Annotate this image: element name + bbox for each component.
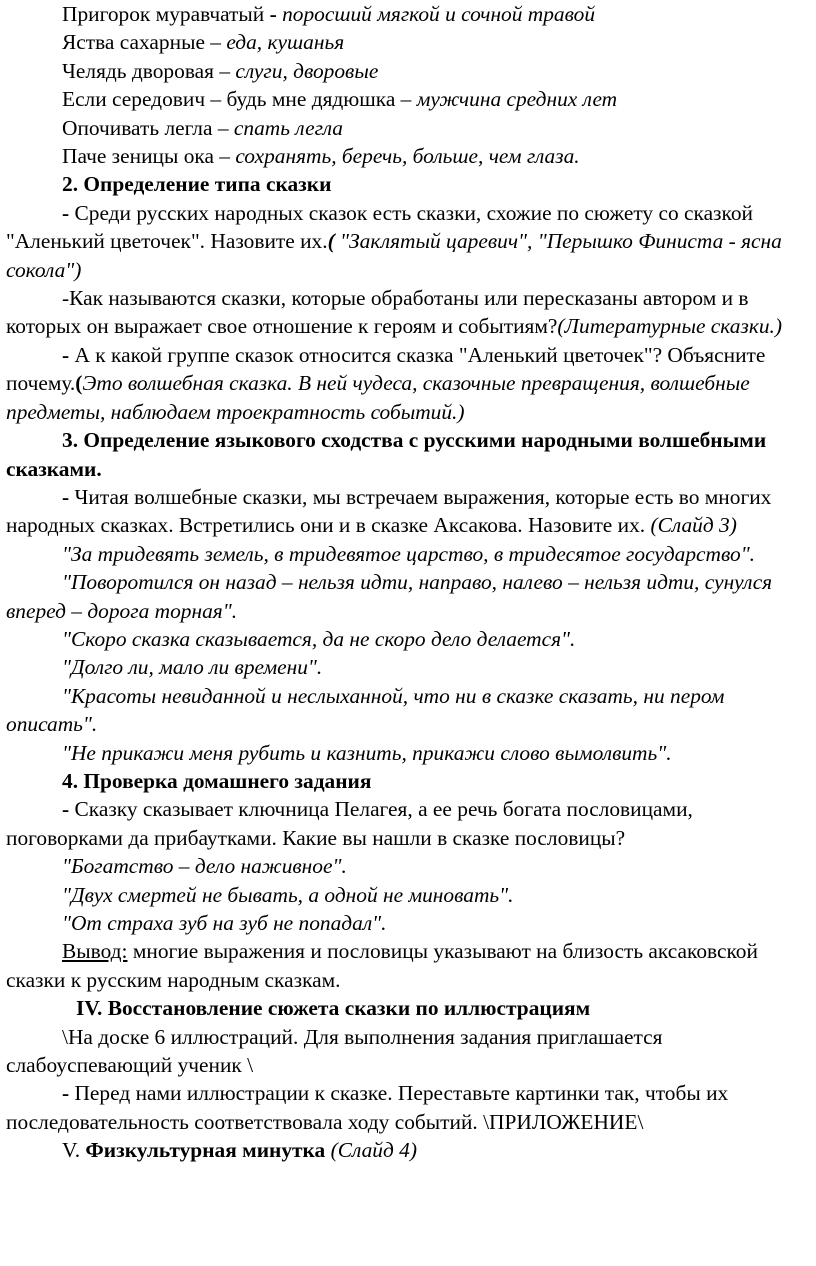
glossary-dash: - — [269, 2, 283, 26]
glossary-line — [6, 85, 810, 113]
question-paragraph — [6, 199, 810, 284]
glossary-line — [6, 0, 810, 28]
question-paragraph — [6, 795, 810, 852]
task-paragraph — [6, 1079, 810, 1136]
glossary-term: Если середович – будь мне дядюшка – — [62, 87, 417, 112]
glossary-meaning: еда, кушанья — [226, 30, 345, 55]
task-text: Перед нами иллюстрации к сказке. Переставьте картинки так, чтобы их последовательность соответствовала ходу событий. \ПРИЛОЖЕНИЕ\ — [6, 1081, 729, 1134]
quote-line: "Не прикажи меня рубить и казнить, прикажи слово вымолвить". — [62, 740, 672, 765]
glossary-meaning: слуги, дворовые — [235, 58, 379, 83]
answer-paren: ( — [75, 371, 83, 396]
glossary-term: Пригорок муравчатый — [62, 2, 270, 26]
glossary-line — [6, 57, 810, 85]
glossary-line — [6, 114, 810, 142]
section-heading: 2. Определение типа сказки — [62, 172, 332, 197]
quote-line: "Долго ли, мало ли времени". — [62, 655, 323, 680]
conclusion-paragraph — [6, 937, 810, 994]
task-dash: - — [62, 1081, 75, 1106]
section-number-dot: . — [74, 1138, 86, 1163]
section-heading — [6, 1136, 810, 1164]
quote-line: "Поворотился он назад – нельзя идти, направо, налево – нельзя идти, сунулся вперед – дорога торная". — [6, 570, 773, 623]
glossary-term: Яства сахарные – — [62, 30, 227, 55]
question-paragraph — [6, 483, 810, 540]
slide-reference: (Слайд 3) — [650, 513, 737, 538]
glossary-line — [6, 142, 810, 170]
glossary-term: Паче зеницы ока – — [62, 144, 236, 169]
glossary-meaning: мужчина средних лет — [416, 87, 618, 112]
glossary-term: Опочивать легла – — [62, 115, 234, 140]
proverb-line: "Богатство – дело наживное". — [62, 854, 347, 879]
glossary-meaning: сохранять, беречь, больше, чем глаза. — [235, 144, 580, 169]
question-dash: - — [62, 797, 75, 822]
glossary-line — [6, 28, 810, 56]
section-number: V — [62, 1138, 75, 1163]
question-paragraph — [6, 341, 810, 426]
section-title: Физкультурная минутка — [85, 1138, 326, 1163]
answer-text: (Литературные сказки.) — [557, 314, 782, 339]
slide-reference: (Слайд 4) — [325, 1138, 417, 1163]
question-text: -Как называются сказки, которые обработаны или пересказаны автором и в которых он выражает свое отношение к героям и событиям? — [6, 286, 749, 339]
question-text: Сказку сказывает ключница Пелагея, а ее речь богата пословицами, поговорками да прибаутками. Какие вы нашли в сказке пословицы? — [6, 797, 693, 850]
glossary-meaning: спать легла — [233, 115, 343, 140]
section-heading: 4. Проверка домашнего задания — [62, 768, 372, 793]
glossary-term: Челядь дворовая – — [62, 58, 236, 83]
question-text: А к какой группе сказок относится сказка "Аленький цветочек"? Объясните почему. — [6, 342, 766, 396]
answer-paren: ( — [327, 229, 335, 254]
proverb-line: "От страха зуб на зуб не попадал". — [62, 911, 387, 935]
answer-text: Это волшебная сказка. В ней чудеса, сказочные превращения, волшебные предметы, наблюдаем троекратность событий.) — [6, 371, 750, 424]
question-paragraph — [6, 284, 810, 341]
glossary-meaning: поросший мягкой и сочной травой — [282, 2, 596, 26]
answer-text: "Заклятый царевич", "Перышко Финиста - ясна сокола") — [6, 229, 782, 282]
conclusion-label: Вывод: — [62, 939, 128, 964]
quote-line: "Скоро сказка сказывается, да не скоро дело делается". — [62, 626, 576, 651]
question-text: Читая волшебные сказки, мы встречаем выражения, которые есть во многих народных сказках. Встретились они и в сказке Аксакова. Назовите их. — [6, 484, 772, 538]
question-dash: - — [62, 200, 75, 225]
quote-line: "Красоты невиданной и неслыханной, что ни в сказке сказать, ни пером описать". — [6, 683, 725, 737]
question-dash: - — [62, 484, 75, 509]
proverb-line: "Двух смертей не бывать, а одной не миновать". — [62, 882, 514, 907]
question-dash: - — [62, 342, 75, 367]
question-text: Среди русских народных сказок есть сказки, схожие по сюжету со сказкой "Аленький цветочек". Назовите их. — [6, 200, 753, 254]
teacher-note: \На доске 6 иллюстраций. Для выполнения задания приглашается слабоуспевающий ученик \ — [6, 1024, 663, 1078]
quote-line: "За тридевять земель, в тридевятое царство, в тридесятое государство". — [62, 541, 756, 566]
conclusion-text: многие выражения и пословицы указывают на близость аксаковской сказки к русским народным сказкам. — [6, 939, 758, 992]
section-heading: IV. Восстановление сюжета сказки по иллюстрациям — [76, 996, 591, 1021]
section-heading: 3. Определение языкового сходства с русскими народными волшебными сказками. — [6, 428, 767, 481]
